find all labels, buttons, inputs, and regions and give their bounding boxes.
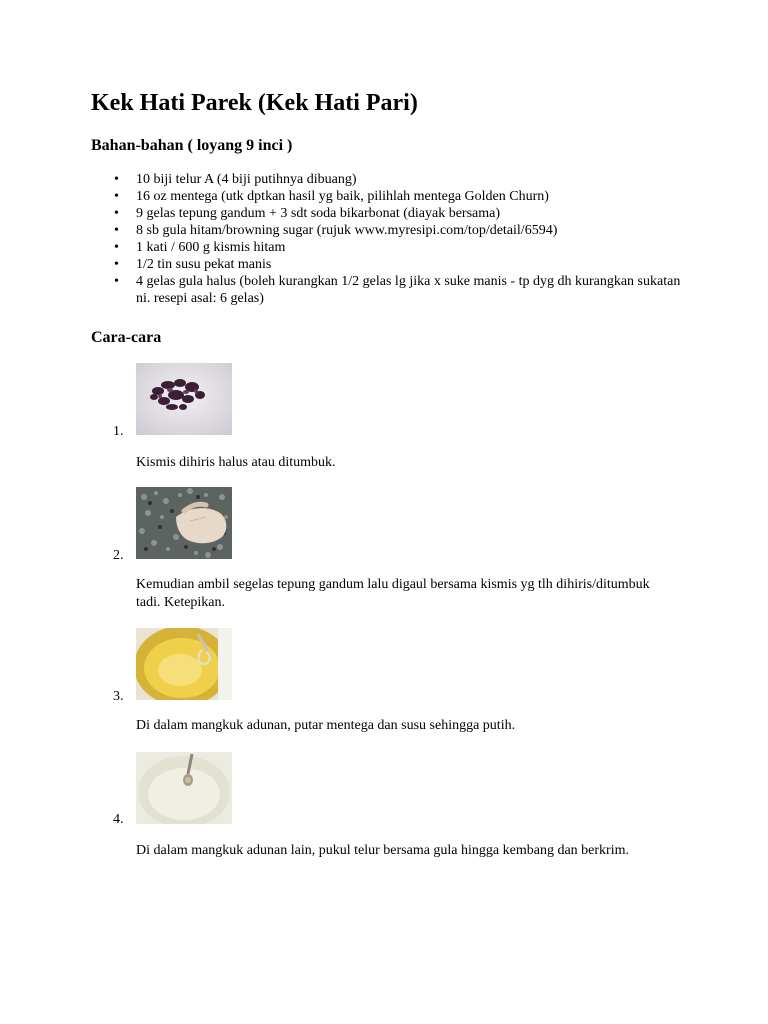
step-2-photo-flour-raisins [136, 487, 232, 559]
steps-heading: Cara-cara [91, 329, 162, 346]
step-2-text: Kemudian ambil segelas tepung gandum lalu digaul bersama kismis yg tlh dihiris/ditumbuk tadi. Ketepikan. [136, 577, 650, 610]
ingredient-item: • 4 gelas gula halus (boleh kurangkan 1/2 gelas lg jika x suke manis - tp dyg dh kurangkan sukatan ni. resepi asal: 6 gelas) [91, 273, 691, 307]
ingredient-item: • 10 biji telur A (4 biji putihnya dibuang) [91, 171, 691, 188]
step-1-photo-raisins [136, 363, 232, 435]
step-1-text: Kismis dihiris halus atau ditumbuk. [136, 455, 336, 470]
step-4-number: 4. [113, 812, 124, 827]
step-3-text: Di dalam mangkuk adunan, putar mentega dan susu sehingga putih. [136, 718, 516, 733]
ingredients-list [91, 171, 691, 307]
ingredient-item: • 16 oz mentega (utk dptkan hasil yg baik, pilihlah mentega Golden Churn) [91, 188, 691, 205]
step-3-number: 3. [113, 689, 124, 704]
ingredient-item: • 1/2 tin susu pekat manis [91, 256, 691, 273]
ingredient-item: • 8 sb gula hitam/browning sugar (rujuk www.myresipi.com/top/detail/6594) [91, 222, 691, 239]
ingredient-item: • 1 kati / 600 g kismis hitam [91, 239, 691, 256]
step-4-text: Di dalam mangkuk adunan lain, pukul telur bersama gula hingga kembang dan berkrim. [136, 843, 629, 858]
ingredient-item: • 9 gelas tepung gandum + 3 sdt soda bikarbonat (diayak bersama) [91, 205, 691, 222]
step-1-number: 1. [113, 424, 124, 439]
ingredients-heading: Bahan-bahan ( loyang 9 inci ) [91, 137, 293, 154]
step-4-photo-egg-sugar-mixing [136, 752, 232, 824]
page-title: Kek Hati Parek (Kek Hati Pari) [91, 90, 418, 116]
step-3-photo-butter-mixing [136, 628, 232, 700]
step-2-number: 2. [113, 548, 124, 563]
